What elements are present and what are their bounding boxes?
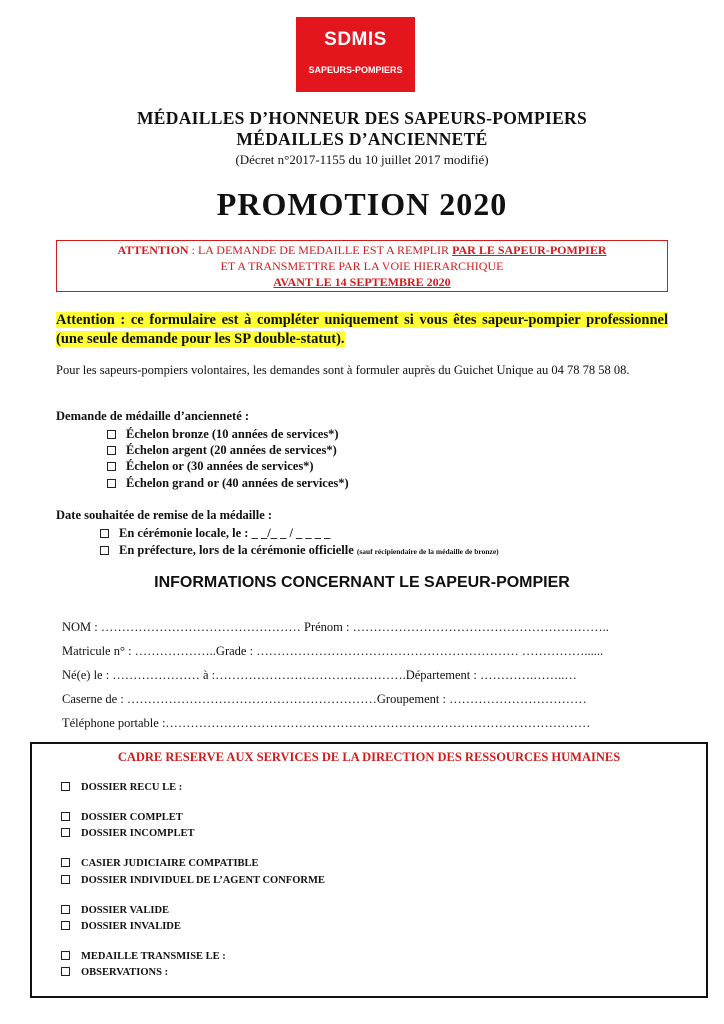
drh-title: CADRE RESERVE AUX SERVICES DE LA DIRECTION DES RESSOURCES HUMAINES bbox=[117, 750, 621, 764]
drh-item-label: DOSSIER RECU LE : bbox=[81, 782, 183, 793]
attention-label: ATTENTION bbox=[117, 243, 189, 257]
checkbox[interactable] bbox=[61, 967, 70, 976]
attention-emphasis: PAR LE SAPEUR-POMPIER bbox=[452, 243, 607, 257]
field-nom-prenom[interactable]: NOM : ………………………………………… Prénom : …………………………………………………….. bbox=[62, 620, 609, 634]
checkbox[interactable] bbox=[61, 812, 70, 821]
drh-item-label: DOSSIER INCOMPLET bbox=[81, 828, 195, 839]
professional-notice bbox=[56, 311, 668, 349]
option-bronze[interactable] bbox=[107, 427, 339, 442]
checkbox[interactable] bbox=[107, 446, 116, 455]
checkbox[interactable] bbox=[61, 828, 70, 837]
checkbox[interactable] bbox=[61, 905, 70, 914]
attention-text: : LA DEMANDE DE MEDAILLE EST A REMPLIR bbox=[188, 243, 453, 257]
drh-reserved-frame bbox=[30, 742, 708, 998]
drh-item-label: CASIER JUDICIAIRE COMPATIBLE bbox=[81, 858, 259, 869]
date-remise-label: Date souhaitée de remise de la médaille : bbox=[56, 508, 273, 522]
drh-dossier-complet[interactable] bbox=[61, 812, 183, 823]
checkbox[interactable] bbox=[100, 546, 109, 555]
drh-item-label: DOSSIER COMPLET bbox=[81, 812, 183, 823]
title-line-1: MÉDAILLES D’HONNEUR DES SAPEURS-POMPIERS bbox=[136, 108, 588, 128]
logo-subtitle: SAPEURS-POMPIERS bbox=[308, 65, 403, 75]
checkbox[interactable] bbox=[100, 529, 109, 538]
drh-item-label: MEDAILLE TRANSMISE LE : bbox=[81, 951, 226, 962]
option-label: Échelon or (30 années de services*) bbox=[126, 459, 314, 473]
checkbox[interactable] bbox=[107, 479, 116, 488]
decree-reference: (Décret n°2017-1155 du 10 juillet 2017 modifié) bbox=[235, 152, 489, 167]
attention-deadline: AVANT LE 14 SEPTEMBRE 2020 bbox=[273, 275, 451, 289]
drh-dossier-valide[interactable] bbox=[61, 905, 169, 916]
field-caserne-groupement[interactable]: Caserne de : ……………………………………………………Groupement : …………………………… bbox=[62, 692, 587, 706]
option-label: Échelon bronze (10 années de services*) bbox=[126, 427, 339, 441]
drh-item-label: DOSSIER VALIDE bbox=[81, 905, 170, 916]
title-line-2: MÉDAILLES D’ANCIENNETÉ bbox=[236, 129, 488, 149]
option-label: Échelon argent (20 années de services*) bbox=[126, 443, 337, 457]
drh-item-label: DOSSIER INVALIDE bbox=[81, 921, 181, 932]
option-grand-or[interactable] bbox=[107, 476, 349, 491]
drh-item-label: OBSERVATIONS : bbox=[81, 967, 169, 978]
option-ceremonie-locale[interactable] bbox=[100, 526, 330, 541]
sdmis-logo bbox=[296, 17, 415, 92]
highlighted-notice: Attention : ce formulaire est à compléter uniquement si vous êtes sapeur-pompier professionnel (une seule demande pour les SP double-statut). bbox=[56, 312, 668, 347]
field-matricule-grade[interactable]: Matricule n° : ………………..Grade : ……………………………………………………… ……………...... bbox=[62, 644, 604, 658]
checkbox[interactable] bbox=[61, 858, 70, 867]
attention-line-2: ET A TRANSMETTRE PAR LA VOIE HIERARCHIQUE bbox=[220, 259, 504, 273]
checkbox[interactable] bbox=[107, 430, 116, 439]
option-or[interactable] bbox=[107, 459, 314, 474]
option-label: Échelon grand or (40 années de services*) bbox=[126, 476, 349, 490]
logo-title: SDMIS bbox=[324, 29, 387, 50]
drh-dossier-individuel[interactable] bbox=[61, 875, 325, 886]
attention-line-1 bbox=[57, 242, 667, 258]
option-prefecture[interactable] bbox=[100, 543, 499, 558]
field-telephone[interactable]: Téléphone portable :………………………………………………………………………………………… bbox=[62, 716, 591, 730]
demande-label: Demande de médaille d’ancienneté : bbox=[56, 409, 250, 423]
bronze-note: (sauf récipiendaire de la médaille de bronze) bbox=[356, 547, 499, 556]
drh-dossier-incomplet[interactable] bbox=[61, 828, 194, 839]
checkbox[interactable] bbox=[107, 462, 116, 471]
volunteer-info: Pour les sapeurs-pompiers volontaires, les demandes sont à formuler auprès du Guichet Unique au 04 78 78 58 08. bbox=[56, 363, 630, 377]
promotion-title: PROMOTION 2020 bbox=[216, 186, 508, 222]
option-label: En cérémonie locale, le : _ _/_ _ / _ _ _ _ bbox=[119, 526, 331, 540]
drh-observations[interactable] bbox=[61, 967, 168, 978]
section-title: INFORMATIONS CONCERNANT LE SAPEUR-POMPIER bbox=[154, 574, 570, 591]
drh-dossier-recu[interactable] bbox=[61, 782, 182, 793]
attention-box bbox=[56, 240, 668, 292]
option-label: En préfecture, lors de la cérémonie officielle bbox=[119, 543, 354, 557]
field-naissance[interactable]: Né(e) le : ………………… à :……………………………………….Département : ………….……..… bbox=[62, 668, 577, 682]
option-argent[interactable] bbox=[107, 443, 337, 458]
checkbox[interactable] bbox=[61, 875, 70, 884]
checkbox[interactable] bbox=[61, 951, 70, 960]
drh-item-label: DOSSIER INDIVIDUEL DE L’AGENT CONFORME bbox=[81, 875, 325, 886]
drh-medaille-transmise[interactable] bbox=[61, 951, 226, 962]
drh-dossier-invalide[interactable] bbox=[61, 921, 181, 932]
checkbox[interactable] bbox=[61, 921, 70, 930]
checkbox[interactable] bbox=[61, 782, 70, 791]
drh-casier-judiciaire[interactable] bbox=[61, 858, 259, 869]
